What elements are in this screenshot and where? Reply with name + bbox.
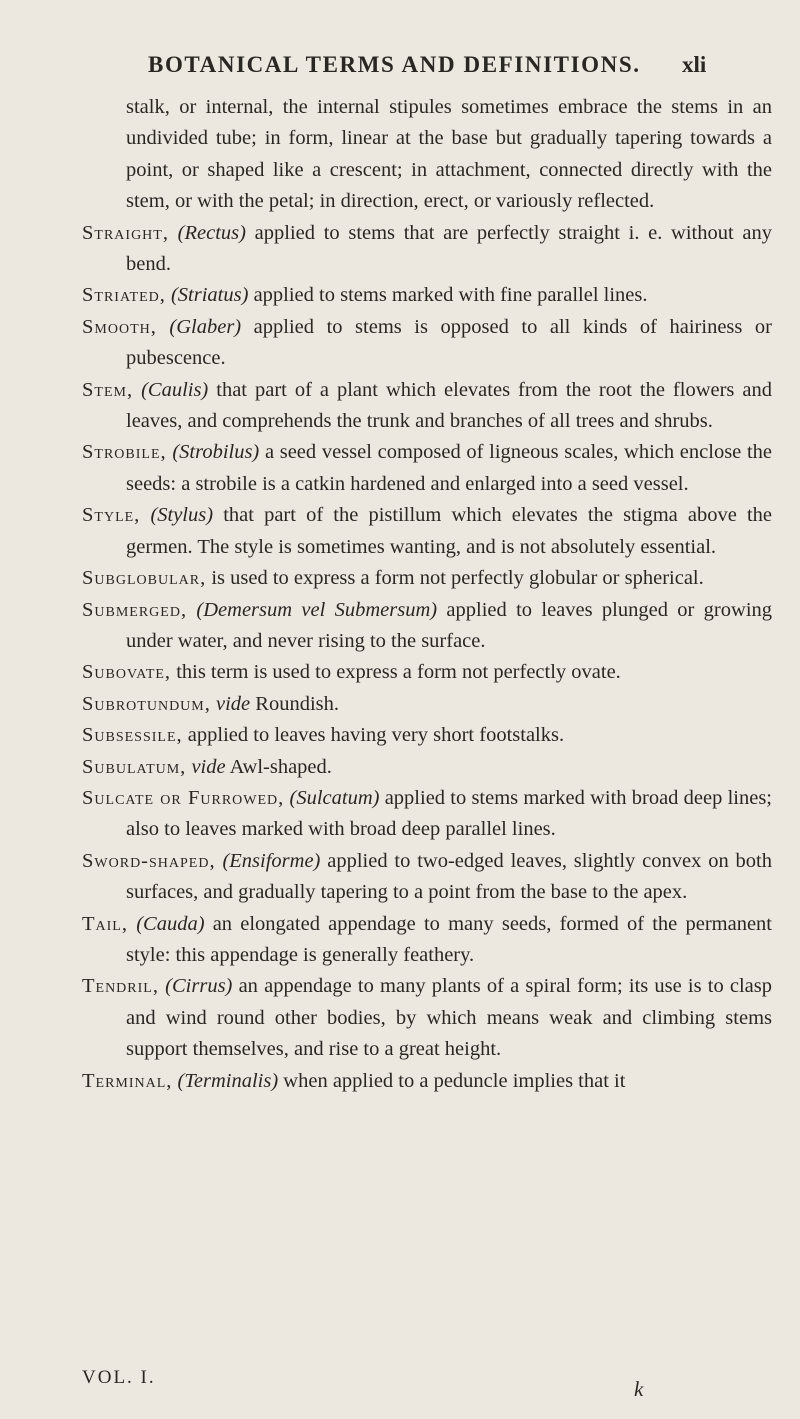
page-footer <box>0 1360 800 1416</box>
entry-term: Subsessile, <box>82 724 183 747</box>
glossary-entry <box>82 375 772 438</box>
entry-definition: that part of a plant which elevates from the root the flowers and leaves, and comprehends the trunk and branches of all trees and shrubs. <box>126 378 772 433</box>
glossary-entry <box>82 437 772 500</box>
entry-term: Submerged, <box>82 598 188 621</box>
glossary-entry <box>82 783 772 846</box>
entry-definition: applied to leaves plunged or growing under water, and never rising to the surface. <box>126 598 773 652</box>
entry-definition: an appendage to many plants of a spiral form; its use is to clasp and wind round other bodies, by which means weak and climbing stems support themselves, and rise to a great height. <box>126 975 773 1061</box>
glossary-entry <box>82 595 772 658</box>
glossary-entry <box>82 720 772 751</box>
glossary-entry <box>82 689 772 720</box>
entry-term: Sword-shaped, <box>82 849 216 872</box>
entry-latin-name: (Cirrus) <box>165 975 233 998</box>
glossary-entry <box>82 752 772 783</box>
entry-term: Style, <box>82 504 141 527</box>
entry-latin-name: (Cauda) <box>136 912 205 935</box>
entry-definition: applied to two-edged leaves, slightly convex on both surfaces, and gradually tapering to a point from the base to the apex. <box>126 849 773 904</box>
entry-term: Subrotundum, <box>82 692 211 715</box>
entry-latin-name: vide <box>216 692 251 715</box>
entry-definition: a seed vessel composed of ligneous scales, which enclose the seeds: a strobile is a catkin hardened and enlarged into a seed vessel. <box>126 441 773 495</box>
entry-latin-name: (Sulcatum) <box>289 786 380 809</box>
entry-definition: Roundish. <box>250 692 340 715</box>
entry-definition: applied to stems marked with broad deep lines; also to leaves marked with broad deep parallel lines. <box>126 786 773 841</box>
entry-term: Subglobular, <box>82 567 207 590</box>
entry-definition: that part of the pistillum which elevates the stigma above the germen. The style is sometimes wanting, and is not absolutely essential. <box>126 504 772 558</box>
glossary-entry <box>82 909 772 972</box>
entry-term: Smooth, <box>82 315 157 338</box>
entry-latin-name: (Strobilus) <box>172 441 260 464</box>
entry-definition: when applied to a peduncle implies that it <box>278 1069 626 1092</box>
entry-term: Strobile, <box>82 441 167 464</box>
entry-term: Subulatum, <box>82 755 187 778</box>
entry-term: Striated, <box>82 284 166 307</box>
entry-latin-name: vide <box>191 755 226 778</box>
glossary-entries <box>82 218 772 1097</box>
glossary-entry <box>82 500 772 563</box>
glossary-entry <box>82 280 772 311</box>
glossary-entry <box>82 312 772 375</box>
running-title: BOTANICAL TERMS AND DEFINITIONS. <box>148 52 641 77</box>
glossary-entry <box>82 971 772 1065</box>
entry-term: Straight, <box>82 221 169 244</box>
entry-latin-name: (Rectus) <box>177 221 246 244</box>
entry-term: Tail, <box>82 912 128 935</box>
entry-latin-name: (Ensiforme) <box>222 849 321 872</box>
glossary-entry <box>82 846 772 909</box>
entry-definition: applied to stems is opposed to all kinds of hairiness or pubescence. <box>126 315 772 370</box>
entry-latin-name: (Stylus) <box>150 504 214 527</box>
entry-definition: applied to stems that are perfectly straight i. e. without any bend. <box>126 221 772 276</box>
entry-term: Sulcate or Furrowed, <box>82 786 285 809</box>
entry-term: Tendril, <box>82 975 159 998</box>
glossary-entry <box>82 1066 772 1097</box>
running-header <box>0 52 800 86</box>
entry-term: Subovate, <box>82 661 172 684</box>
glossary-entry <box>82 657 772 688</box>
entry-latin-name: (Caulis) <box>141 378 209 401</box>
entry-definition: an elongated appendage to many seeds, formed of the permanent style: this appendage is generally feathery. <box>126 912 772 966</box>
entry-definition: is used to express a form not perfectly globular or spherical. <box>206 567 704 590</box>
entry-term: Terminal, <box>82 1069 173 1092</box>
entry-definition: applied to stems marked with fine parallel lines. <box>248 284 648 307</box>
entry-definition: applied to leaves having very short footstalks. <box>182 724 565 747</box>
entry-definition: Awl-shaped. <box>225 755 332 778</box>
volume-mark: VOL. I. <box>82 1367 156 1388</box>
glossary-entry <box>82 218 772 281</box>
entry-latin-name: (Striatus) <box>170 284 249 307</box>
glossary-entry <box>82 563 772 594</box>
signature-mark: k <box>634 1377 644 1401</box>
continuation-paragraph: stalk, or internal, the internal stipules sometimes embrace the stems in an undivided tube; in form, linear at the base but gradually tapering towards a point, or shaped like a crescent; in attachment, connected directly with the stem, or with the petal; in direction, erect, or variously reflected. <box>126 96 772 213</box>
entry-latin-name: (Glaber) <box>169 315 242 338</box>
entry-definition: this term is used to express a form not perfectly ovate. <box>171 661 621 684</box>
page-number: xli <box>682 52 707 77</box>
entry-latin-name: (Terminalis) <box>177 1069 279 1092</box>
page-body <box>82 92 772 1097</box>
entry-term: Stem, <box>82 378 134 401</box>
entry-latin-name: (Demersum vel Submersum) <box>196 598 438 621</box>
